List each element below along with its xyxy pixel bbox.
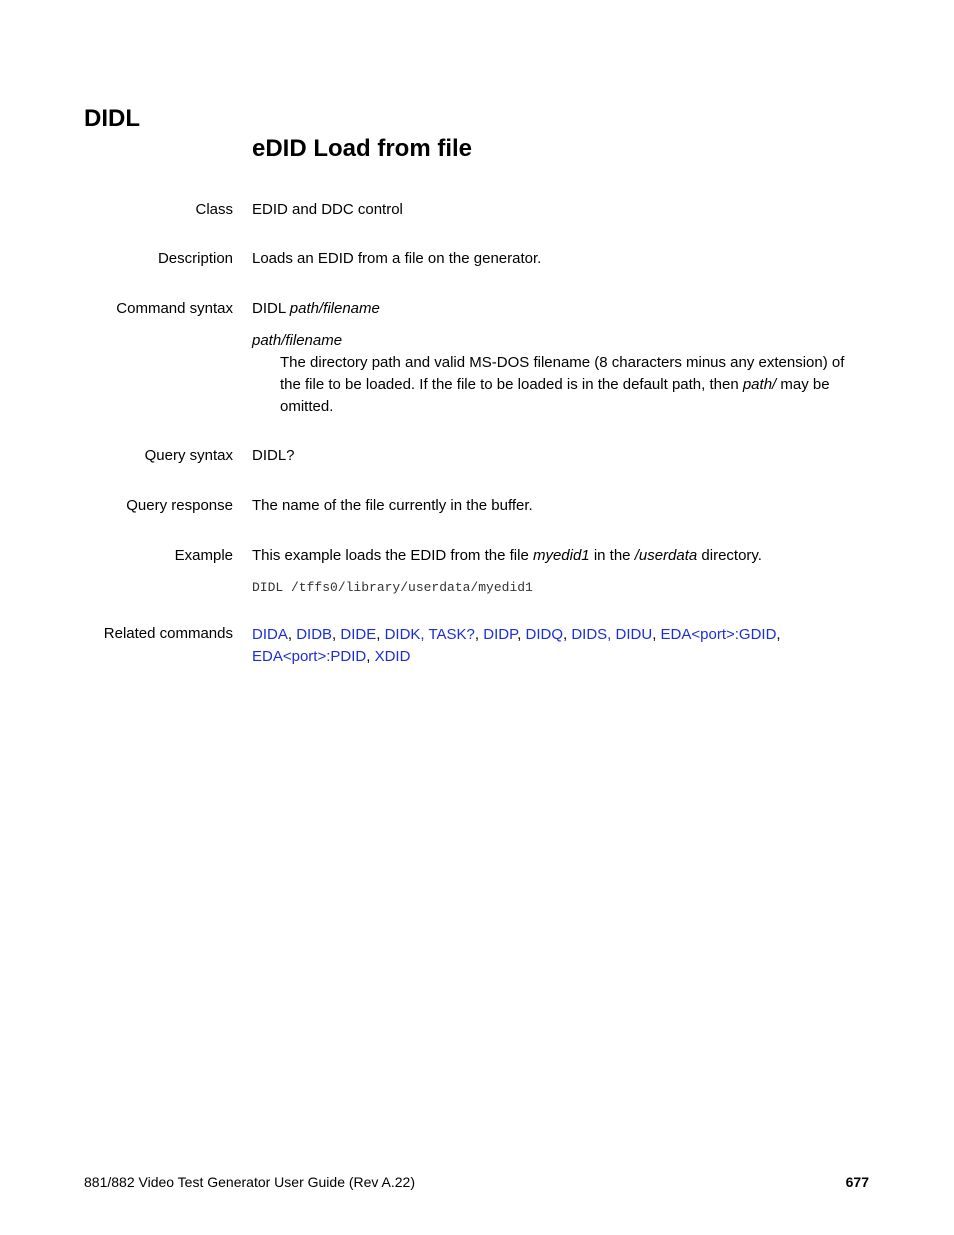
related-link-didk[interactable]: DIDK xyxy=(384,626,421,643)
syntax-param: path/filename xyxy=(289,300,380,317)
example-code: DIDL /tffs0/library/userdata/myedid1 xyxy=(252,580,533,595)
param-name xyxy=(252,331,342,351)
query-syntax-value: DIDL? xyxy=(252,447,295,464)
command-title: eDID Load from file xyxy=(252,135,473,162)
query-response-label: Query response xyxy=(126,497,233,514)
related-link-dide[interactable]: DIDE xyxy=(340,626,377,643)
param-desc-line1: The directory path and valid MS-DOS filename (8 characters minus any extension) of xyxy=(280,354,845,371)
command-name: DIDL xyxy=(84,105,140,132)
query-response-value: The name of the file currently in the buffer. xyxy=(252,497,533,514)
class-value: EDID and DDC control xyxy=(252,201,403,218)
example-text-pre: This example loads the EDID from the file xyxy=(252,547,533,564)
param-description xyxy=(280,352,880,418)
related-commands-list xyxy=(252,624,781,668)
syntax-keyword: DIDL xyxy=(252,300,286,317)
related-link-didu[interactable]: DIDU xyxy=(615,626,653,643)
related-link-task[interactable]: TASK? xyxy=(428,626,475,643)
related-link-eda-gdid[interactable]: EDA<port>:GDID xyxy=(660,626,777,643)
query-syntax-label: Query syntax xyxy=(144,447,233,464)
footer-guide-title: 881/882 Video Test Generator User Guide (Rev A.22) xyxy=(84,1174,416,1190)
param-desc-line2-post: may be xyxy=(776,376,830,393)
description-label: Description xyxy=(157,250,233,267)
description-value: Loads an EDID from a file on the generator. xyxy=(252,250,542,267)
example-text-mid: in the xyxy=(589,547,635,564)
related-line-1: DIDA, DIDB, DIDE, DIDK, TASK?, DIDP, DIDQ, DIDS, DIDU, EDA<port>:GDID, xyxy=(252,626,781,643)
related-link-dida[interactable]: DIDA xyxy=(252,626,288,643)
related-link-didp[interactable]: DIDP xyxy=(483,626,518,643)
param-desc-line2 xyxy=(280,374,880,396)
param-desc-line3: omitted. xyxy=(280,398,334,415)
param-name-text: path/filename xyxy=(252,332,343,349)
example-label: Example xyxy=(174,547,233,564)
related-link-dids[interactable]: DIDS xyxy=(571,626,608,643)
command-syntax-label: Command syntax xyxy=(116,300,233,317)
related-link-xdid[interactable]: XDID xyxy=(374,648,411,665)
param-desc-line2-pre: the file to be loaded. If the file to be loaded is in the default path, then xyxy=(280,376,743,393)
related-link-eda-pdid[interactable]: EDA<port>:PDID xyxy=(252,648,367,665)
command-syntax-value xyxy=(252,299,380,319)
class-label: Class xyxy=(195,201,233,218)
param-desc-line2-italic: path/ xyxy=(742,376,777,393)
related-commands-label: Related commands xyxy=(103,625,233,642)
footer-page-number: 677 xyxy=(845,1174,869,1190)
related-link-didb[interactable]: DIDB xyxy=(296,626,333,643)
example-dir: /userdata xyxy=(634,547,698,564)
related-link-didq[interactable]: DIDQ xyxy=(525,626,563,643)
example-file: myedid1 xyxy=(532,547,590,564)
example-text xyxy=(252,546,762,566)
example-text-post: directory. xyxy=(697,547,762,564)
related-line-2: EDA<port>:PDID, XDID xyxy=(252,648,411,665)
